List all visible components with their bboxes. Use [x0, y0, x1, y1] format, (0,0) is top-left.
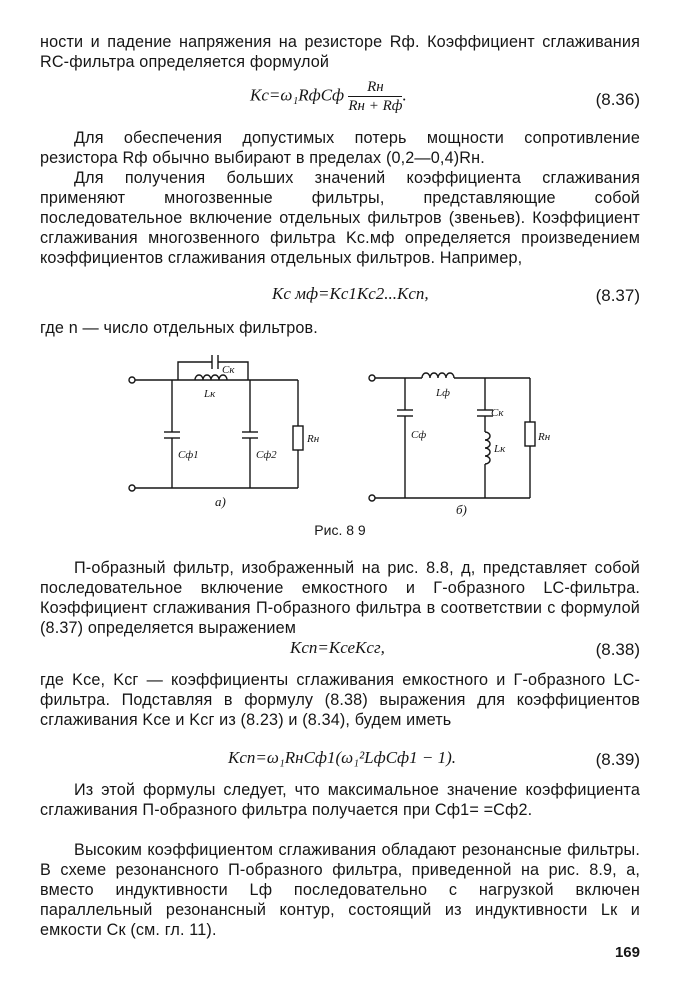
- paragraph-resistor: Для обеспечения допустимых потерь мощности сопротивление резистора Rф обычно выбирают в пределах (0,2—0,4)Rн.: [40, 129, 640, 167]
- eq-836-numerator: Rн: [348, 78, 402, 97]
- equation-number-8-36: (8.36): [595, 90, 640, 109]
- terminal-a-in-bottom: [129, 485, 135, 491]
- circuit-a: [129, 355, 320, 509]
- paragraph-where-k: где Kсе, Kсг — коэффициенты сглаживания емкостного и Г-образного LC-фильтра. Подставляя в формулу (8.38) выражения для коэффициентов сглаживания Kсе и Kсг из (8.23) и (8.34), будем иметь: [40, 671, 640, 729]
- resistor-a-rn: [293, 426, 303, 450]
- eq-836-lhs: Kс=ω₁RфCф: [250, 85, 345, 105]
- label-a-lk: Lк: [204, 388, 216, 400]
- figure-caption: Рис. 8 9: [314, 522, 366, 538]
- equation-number-8-39: (8.39): [595, 750, 640, 769]
- eq-836-tail: .: [402, 85, 407, 105]
- terminal-b-in-top: [369, 375, 375, 381]
- label-a-cf2: Cф2: [256, 449, 277, 461]
- equation-8-39: Kсп=ω₁RнCф1(ω₁²LфCф1 − 1).: [228, 748, 456, 767]
- paragraph-top: ности и падение напряжения на резисторе Rф. Коэффициент сглаживания RC-фильтра определяется формулой: [40, 33, 640, 71]
- terminal-b-in-bottom: [369, 495, 375, 501]
- eq-836-fraction: [348, 78, 402, 115]
- paragraph-multistage: Для получения больших значений коэффициента сглаживания применяют многозвенные фильтры, представляющие собой последовательное включение отдельных фильтров (звеньев). Коэффициент сглаживания многозвенного фильтра Kс.мф определяется произведением коэффициентов сглаживания отдельных фильтров. Например,: [40, 169, 640, 267]
- page-number: 169: [614, 944, 640, 961]
- equation-8-38: Kсп=KсеKсг,: [290, 638, 385, 657]
- label-a-cf1: Cф1: [178, 449, 199, 461]
- inductor-lk-b: [485, 432, 490, 464]
- label-a-rn: Rн: [307, 433, 320, 445]
- terminal-a-in-top: [129, 377, 135, 383]
- resistor-b-rn: [525, 422, 535, 446]
- label-b-tag: б): [456, 502, 467, 517]
- label-b-lf: Lф: [436, 387, 450, 399]
- paragraph-maximum: Из этой формулы следует, что максимальное значение коэффициента сглаживания П-образного фильтра получается при Cф1= =Cф2.: [40, 781, 640, 819]
- paragraph-where-n: где n — число отдельных фильтров.: [40, 319, 318, 337]
- equation-number-8-37: (8.37): [595, 286, 640, 305]
- label-b-lk: Lк: [494, 443, 506, 455]
- label-a-tag: а): [215, 494, 226, 509]
- label-b-cf: Cф: [411, 429, 427, 441]
- label-b-ck: Cк: [491, 407, 504, 419]
- equation-8-36: [250, 78, 407, 118]
- label-a-ck: Cк: [222, 364, 235, 376]
- circuit-b: [369, 373, 551, 517]
- label-b-rn: Rн: [538, 431, 551, 443]
- eq-836-denominator: Rн + Rф: [348, 98, 403, 114]
- paragraph-resonant: Высоким коэффициентом сглаживания обладают резонансные фильтры. В схеме резонансного П-образного фильтра, приведенной на рис. 8.9, а, вместо индуктивности Lф последовательно с нагрузкой включен параллельный резонансный контур, состоящий из индуктивности Lк и емкости Cк (см. гл. 11).: [40, 841, 640, 939]
- circuit-figure: [120, 340, 580, 520]
- equation-number-8-38: (8.38): [595, 640, 640, 659]
- paragraph-pi-filter: П-образный фильтр, изображенный на рис. 8.8, д, представляет собой последовательное включение емкостного и Г-образного LC-фильтра. Коэффициент сглаживания П-образного фильтра в соответствии с формулой (8.37) определяется выражением: [40, 559, 640, 637]
- equation-8-37: Kс мф=Kс1Kс2...Kсn,: [272, 284, 429, 303]
- inductor-lf: [422, 373, 454, 378]
